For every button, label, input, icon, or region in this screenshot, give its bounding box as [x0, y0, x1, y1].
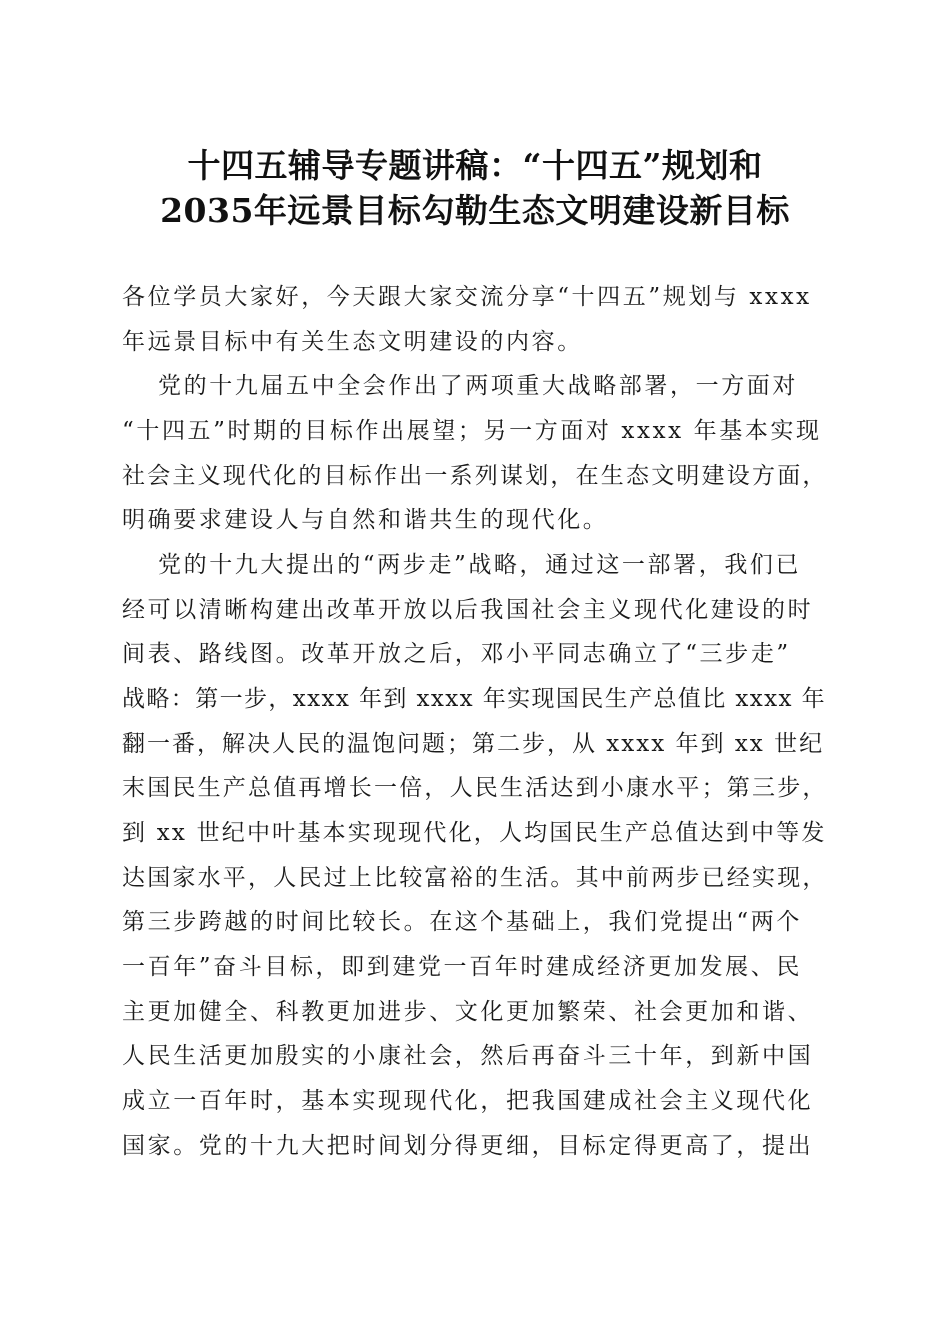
body-line: 年远景目标中有关生态文明建设的内容。 — [122, 329, 583, 355]
body-line: 党的十九大提出的“两步走”战略，通过这一部署，我们已 — [158, 552, 802, 578]
body-line: 间表、路线图。改革开放之后，邓小平同志确立了“三步走” — [122, 641, 791, 667]
body-line: 各位学员大家好，今天跟大家交流分享“十四五”规划与 xxxx — [122, 284, 812, 310]
body-line: 社会主义现代化的目标作出一系列谋划，在生态文明建设方面， — [122, 463, 828, 489]
body-line: 人民生活更加殷实的小康社会，然后再奋斗三十年，到新中国 — [122, 1043, 814, 1069]
body-line: 一百年”奋斗目标，即到建党一百年时建成经济更加发展、民 — [122, 954, 802, 980]
body-line: 党的十九届五中全会作出了两项重大战略部署，一方面对 — [158, 373, 798, 399]
body-line: 达国家水平，人民过上比较富裕的生活。其中前两步已经实现， — [122, 865, 828, 891]
body-line: 经可以清晰构建出改革开放以后我国社会主义现代化建设的时 — [122, 597, 814, 623]
body-line: 国家。党的十九大把时间划分得更细，目标定得更高了，提出 — [122, 1133, 814, 1159]
title-line-2: 2035年远景目标勾勒生态文明建设新目标 — [160, 191, 790, 230]
body-line: 第三步跨越的时间比较长。在这个基础上，我们党提出“两个 — [122, 909, 802, 935]
body-line: 主更加健全、科教更加进步、文化更加繁荣、社会更加和谐、 — [122, 999, 814, 1025]
title-line-1: 十四五辅导专题讲稿：“十四五”规划和 — [187, 146, 763, 185]
body-line: 到 xx 世纪中叶基本实现现代化，人均国民生产总值达到中等发 — [122, 820, 827, 846]
body-line: 明确要求建设人与自然和谐共生的现代化。 — [122, 507, 609, 533]
body-line: “十四五”时期的目标作出展望；另一方面对 xxxx 年基本实现 — [122, 418, 822, 444]
body-line: 翻一番，解决人民的温饱问题；第二步，从 xxxx 年到 xx 世纪 — [122, 731, 825, 757]
body-line: 战略：第一步，xxxx 年到 xxxx 年实现国民生产总值比 xxxx 年 — [122, 686, 827, 712]
body-line: 成立一百年时，基本实现现代化，把我国建成社会主义现代化 — [122, 1088, 814, 1114]
body-line: 末国民生产总值再增长一倍，人民生活达到小康水平；第三步， — [122, 775, 828, 801]
